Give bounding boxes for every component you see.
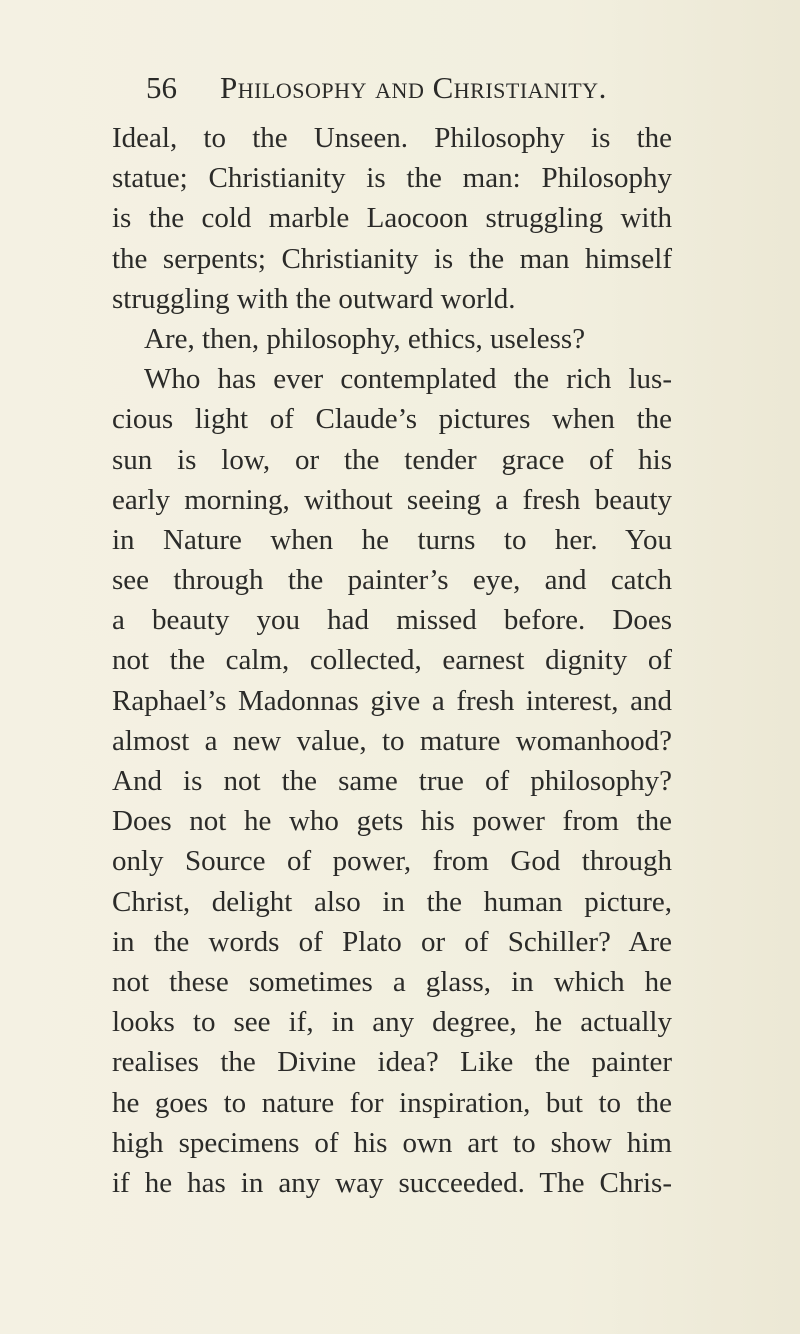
text-line: not the calm, collected, earnest dignity of: [112, 644, 672, 677]
text-line: a beauty you had missed before. Does: [112, 604, 672, 637]
text-line: he goes to nature for inspiration, but to the: [112, 1086, 672, 1119]
text-line: And is not the same true of philosophy?: [112, 765, 672, 797]
running-title: Philosophy and Christianity.: [220, 70, 607, 105]
running-head: [146, 68, 656, 112]
text-line: is the cold marble Laocoon struggling with: [112, 202, 672, 235]
text-line: cious light of Claude’s pictures when the: [112, 403, 672, 436]
text-line: the serpents; Christianity is the man himself: [112, 242, 672, 275]
page-number: 56: [146, 70, 177, 105]
text-line: in the words of Plato or of Schiller? Are: [112, 925, 672, 958]
text-line: Who has ever contemplated the rich lus-: [144, 363, 672, 396]
text-line: in Nature when he turns to her. You: [112, 523, 672, 556]
text-line: Ideal, to the Unseen. Philosophy is the: [112, 122, 672, 154]
text-line: realises the Divine idea? Like the painter: [112, 1046, 672, 1079]
text-line: if he has in any way succeeded. The Chris-: [112, 1166, 672, 1199]
text-line: early morning, without seeing a fresh beauty: [112, 483, 672, 516]
text-line: high specimens of his own art to show him: [112, 1126, 672, 1159]
text-line: Are, then, philosophy, ethics, useless?: [144, 322, 586, 355]
text-line: see through the painter’s eye, and catch: [112, 564, 672, 597]
text-line: Raphael’s Madonnas give a fresh interest, and: [112, 684, 672, 717]
body-text: [112, 118, 672, 1203]
text-line: sun is low, or the tender grace of his: [112, 443, 672, 476]
text-line: looks to see if, in any degree, he actually: [112, 1006, 672, 1039]
text-line: almost a new value, to mature womanhood?: [112, 724, 672, 757]
text-line: Christ, delight also in the human picture,: [112, 885, 672, 918]
text-line: not these sometimes a glass, in which he: [112, 965, 672, 998]
text-line: only Source of power, from God through: [112, 845, 672, 878]
text-line: statue; Christianity is the man: Philosophy: [112, 162, 672, 195]
text-line: Does not he who gets his power from the: [112, 805, 672, 838]
text-line: struggling with the outward world.: [112, 282, 516, 315]
